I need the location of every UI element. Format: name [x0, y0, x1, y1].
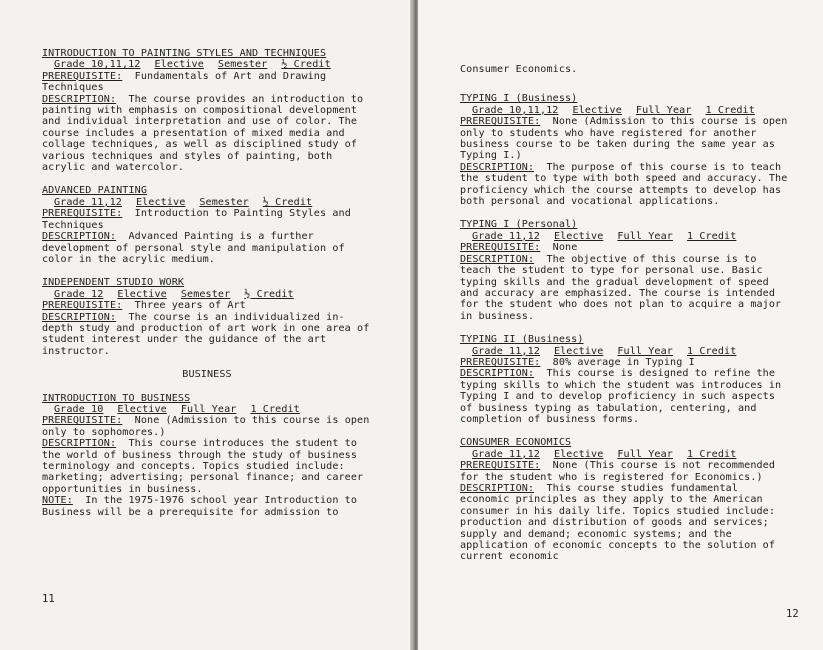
- continued-text: Consumer Economics.: [460, 64, 578, 75]
- course-meta: [460, 231, 790, 242]
- prereq-text: Three years of Art: [134, 300, 246, 312]
- left-column: [42, 48, 372, 530]
- course-independent-studio: [42, 277, 372, 357]
- desc-text: This course studies fundamental economic principles as they apply to the American consumer in his daily life. Topics studied include: production and distribution of goods and services; supply and demand; economic systems; and the application of economic concepts to the solution of current economic: [460, 483, 776, 563]
- course-credit: 1 Credit: [705, 104, 755, 116]
- course-credit: 1 Credit: [686, 230, 737, 242]
- course-grade: Grade 11,12: [472, 345, 540, 357]
- prereq-text: None (Admission to this course is open only to sophomores.): [42, 415, 370, 438]
- desc-text: This course is designed to refine the typing skills to which the student was introduces in Typing I and to develop proficiency in such aspects of business typing as tabulation, centering, and completion of business forms.: [460, 368, 782, 425]
- desc-text: The purpose of this course is to teach the student to type with both speed and accuracy. The proficiency which the course attempts to develop has both personal and vocational applications.: [460, 161, 788, 208]
- course-prereq: [42, 415, 372, 438]
- desc-label: DESCRIPTION:: [460, 368, 535, 380]
- course-description: [460, 368, 790, 425]
- note-text: In the 1975-1976 school year Introduction to Business will be a prerequisite for admission to: [42, 495, 358, 518]
- course-painting-styles: [42, 48, 372, 173]
- course-prereq: [460, 116, 790, 162]
- course-meta: [460, 449, 790, 460]
- desc-text: The course is an individualized in-depth study and production of art work in one area of student interest under the guidance of the art instructor.: [42, 311, 370, 357]
- prereq-label: PREREQUISITE:: [460, 242, 541, 254]
- course-type: Elective: [553, 230, 604, 242]
- course-term: Semester: [217, 59, 268, 71]
- course-title: CONSUMER ECONOMICS: [460, 437, 572, 449]
- prereq-label: PREREQUISITE:: [460, 356, 541, 368]
- desc-text: The objective of this course is to teach the student to type for personal use. Basic typing skills and the gradual development of speed and accuracy are emphasized. The course is intended for the student who does not plan to acquire a major in business.: [460, 253, 782, 322]
- course-title: INTRODUCTION TO PAINTING STYLES AND TECHNIQUES: [42, 48, 327, 59]
- right-page: [418, 0, 823, 650]
- course-prereq: [460, 357, 790, 368]
- course-prereq: [460, 242, 790, 253]
- course-description: [42, 438, 372, 495]
- desc-text: The course provides an introduction to painting with emphasis on compositional development and individual interpretation and use of color. The course includes a presentation of mixed media and collage techniques, as well as disciplined study of various techniques and styles of painting, both acrylic and watercolor.: [42, 93, 364, 174]
- course-grade: Grade 10,11,12: [472, 104, 559, 116]
- course-title: TYPING I (Personal): [460, 219, 578, 231]
- section-heading-business: BUSINESS: [182, 369, 232, 381]
- course-credit: ½ Credit: [262, 196, 313, 208]
- prereq-text: None: [552, 242, 578, 254]
- course-intro-business: [42, 393, 372, 518]
- prereq-text: 80% average in Typing I: [552, 356, 695, 368]
- course-description: [460, 483, 790, 563]
- desc-label: DESCRIPTION:: [42, 311, 117, 323]
- desc-label: DESCRIPTION:: [42, 438, 117, 450]
- course-meta: [42, 59, 372, 70]
- course-term: Full Year: [617, 230, 673, 242]
- prereq-label: PREREQUISITE:: [42, 300, 123, 312]
- course-title: TYPING I (Business): [460, 93, 578, 105]
- desc-text: Advanced Painting is a further development of personal style and manipulation of color in the acrylic medium.: [42, 231, 345, 265]
- course-grade: Grade 10,11,12: [54, 59, 141, 71]
- course-credit: 1 Credit: [686, 345, 737, 357]
- course-advanced-painting: [42, 185, 372, 265]
- course-prereq: [460, 460, 790, 483]
- course-term: Semester: [199, 196, 249, 208]
- desc-label: DESCRIPTION:: [460, 161, 535, 173]
- desc-label: DESCRIPTION:: [460, 483, 535, 494]
- page-number: 12: [786, 608, 799, 620]
- course-type: Elective: [553, 345, 604, 357]
- course-term: Full Year: [180, 403, 237, 415]
- course-prereq: [42, 71, 372, 94]
- course-credit: 1 Credit: [250, 403, 300, 415]
- course-meta: [460, 346, 790, 357]
- prereq-text: None (This course is not recommended for the student who is registered for Economics.): [460, 460, 776, 483]
- note-label: NOTE:: [42, 495, 73, 507]
- course-description: [42, 94, 372, 174]
- course-prereq: [42, 300, 372, 311]
- course-note: [42, 495, 372, 518]
- prereq-label: PREREQUISITE:: [42, 208, 123, 220]
- course-prereq: [42, 208, 372, 231]
- course-grade: Grade 12: [54, 288, 104, 300]
- course-typing-i-business: [460, 93, 790, 207]
- desc-label: DESCRIPTION:: [42, 93, 117, 105]
- desc-label: DESCRIPTION:: [460, 253, 535, 265]
- course-term: Full Year: [635, 104, 692, 116]
- course-type: Elective: [553, 448, 604, 460]
- prereq-label: PREREQUISITE:: [42, 70, 123, 82]
- course-consumer-economics: [460, 437, 790, 562]
- course-title: ADVANCED PAINTING: [42, 185, 148, 197]
- course-type: Elective: [572, 104, 622, 116]
- course-credit: ½ Credit: [281, 59, 331, 71]
- course-meta: [42, 404, 372, 415]
- course-grade: Grade 11,12: [54, 196, 122, 208]
- course-meta: [42, 289, 372, 300]
- course-title: TYPING II (Business): [460, 334, 584, 346]
- course-description: [460, 162, 790, 208]
- prereq-label: PREREQUISITE:: [460, 116, 541, 128]
- course-term: Semester: [180, 288, 231, 300]
- desc-label: DESCRIPTION:: [42, 231, 117, 243]
- course-meta: [460, 105, 790, 116]
- page-number: 11: [42, 593, 55, 605]
- course-typing-i-personal: [460, 219, 790, 322]
- course-credit: 1 Credit: [686, 448, 737, 460]
- course-term: Full Year: [617, 345, 673, 357]
- course-type: Elective: [135, 196, 186, 208]
- course-description: [42, 312, 372, 358]
- course-description: [42, 231, 372, 265]
- prereq-text: None (Admission to this course is open only to students who have registered for another business course to be taken during the same year as Typing I.): [460, 116, 788, 162]
- course-description: [460, 254, 790, 322]
- course-typing-ii-business: [460, 334, 790, 425]
- course-grade: Grade 10: [54, 403, 104, 415]
- course-grade: Grade 11,12: [472, 230, 540, 242]
- prereq-text: Fundamentals of Art and Drawing Techniques: [42, 70, 327, 94]
- right-column: [460, 64, 790, 575]
- course-type: Elective: [117, 403, 167, 415]
- course-meta: [42, 197, 372, 208]
- course-title: INDEPENDENT STUDIO WORK: [42, 277, 185, 289]
- prereq-label: PREREQUISITE:: [460, 460, 541, 472]
- course-title: INTRODUCTION TO BUSINESS: [42, 392, 191, 404]
- course-grade: Grade 11,12: [472, 448, 540, 460]
- desc-text: This course introduces the student to the world of business through the study of business terminology and concepts. Topics studied include: marketing; advertising; personal finance; and career opportunities in business.: [42, 438, 364, 495]
- course-type: Elective: [117, 288, 167, 300]
- course-type: Elective: [154, 59, 204, 71]
- prereq-text: Introduction to Painting Styles and Techniques: [42, 208, 351, 231]
- course-term: Full Year: [617, 448, 673, 460]
- prereq-label: PREREQUISITE:: [42, 415, 123, 427]
- course-credit: ½ Credit: [244, 288, 294, 300]
